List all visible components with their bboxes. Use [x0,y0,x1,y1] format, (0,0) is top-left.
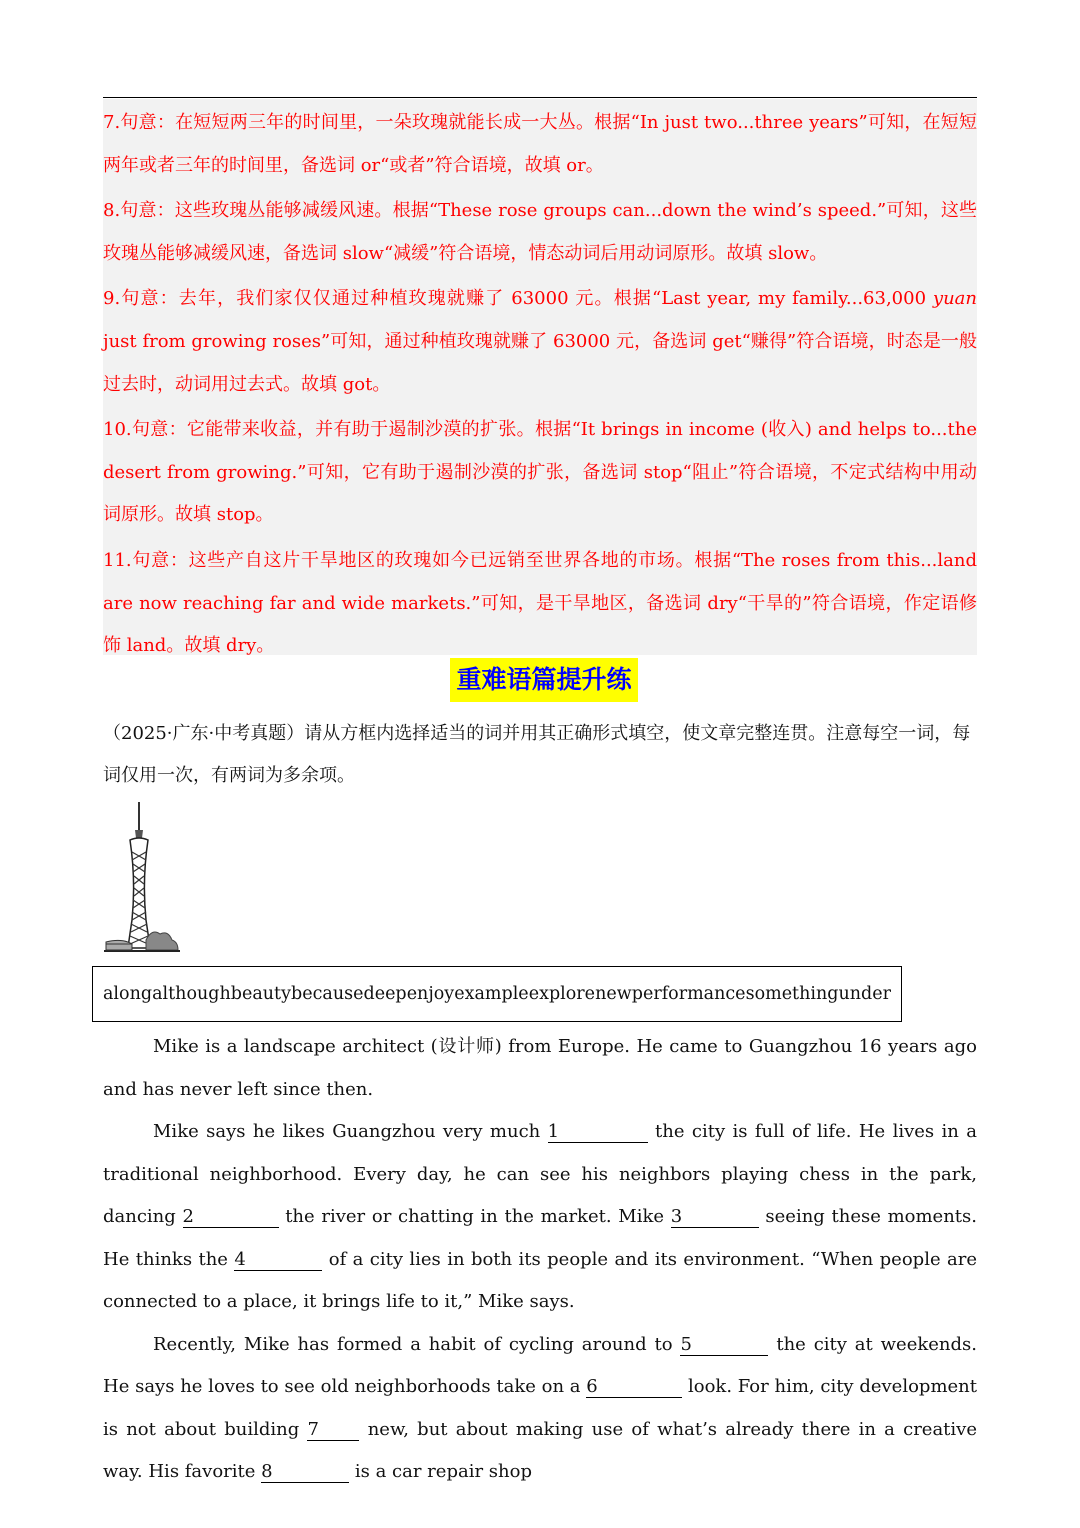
word-bank-item: along [103,984,153,1004]
canton-tower-illustration [102,800,182,958]
passage-paragraph-2: Mike says he likes Guangzhou very much 1 the city is full of life. He lives in a traditional neighborhood. Every day, he can see his neighbors playing chess in the park, dancing 2 the river or chatting in the market. Mike 3 seeing these moments. He thinks the 4 of a city lies in both its people and its environment. “When people are connected to a place, it brings life to it,” Mike says. [103,1121,978,1312]
exercise-instruction: （2025·广东·中考真题）请从方框内选择适当的词并用其正确形式填空，使文章完整连贯。注意每空一词，每词仅用一次，有两词为多余项。 [103,723,971,786]
word-bank-item: enjoy [406,984,455,1004]
word-bank-item: performance [631,984,746,1004]
blank-5: 5 [680,1335,768,1356]
answer-7: 7.句意：在短短两三年的时间里，一朵玫瑰就能长成一大丛。根据“In just two...three years”可知，在短短两年或者三年的时间里，备选词 or“或者”符合语境，故填 or。 [103,112,977,176]
passage-paragraph-1: Mike is a landscape architect (设计师) from Europe. He came to Guangzhou 16 years ago and has never left since then. [103,1036,977,1100]
word-bank-item: because [291,984,364,1004]
section-title: 重难语篇提升练 [450,658,638,702]
reading-passage [103,1026,977,1494]
blank-8: 8 [261,1462,349,1483]
passage-paragraph-3: Recently, Mike has formed a habit of cycling around to 5 the city at weekends. He says he loves to see old neighborhoods take on a 6 look. For him, city development is not about building 7 new, but about making use of what’s already there in a creative way. His favorite 8 is a car repair shop [103,1333,977,1482]
blank-7: 7 [307,1420,359,1441]
word-bank [92,966,902,1022]
answer-11: 11.句意：这些产自这片干旱地区的玫瑰如今已远销至世界各地的市场。根据“The roses from this...land are now reaching far and wide markets.”可知，是干旱地区，备选词 dry“干旱的”符合语境，作定语修饰 land。故填 dry。 [103,549,977,657]
word-bank-item: deep [363,984,407,1004]
answer-explanations [103,99,977,655]
blank-6: 6 [586,1377,682,1398]
answer-9: 9.句意：去年，我们家仅仅通过种植玫瑰就赚了 63000 元。根据“Last year, my family...63,000 yuan just from growing roses”可知，通过种植玫瑰就赚了 63000 元，备选词 get“赚得”符合语境，时态是一般过去时，动词用过去式。故填 got。 [103,288,977,395]
word-bank-item: beauty [230,984,291,1004]
word-bank-item: something [745,984,839,1004]
word-bank-item: example [454,984,529,1004]
word-bank-item: explore [528,984,596,1004]
blank-3: 3 [671,1207,759,1228]
word-bank-item: under [838,984,891,1004]
blank-2: 2 [183,1207,279,1228]
word-bank-item: although [152,984,231,1004]
top-rule [103,97,977,98]
answer-10: 10.句意：它能带来收益，并有助于遏制沙漠的扩张。根据“It brings in income (收入) and helps to...the desert from growing.”可知，它有助于遏制沙漠的扩张，备选词 stop“阻止”符合语境，不定式结构中用动词原形。故填 stop。 [103,419,977,526]
blank-4: 4 [234,1250,322,1271]
blank-1: 1 [548,1122,648,1143]
word-bank-item: new [595,984,632,1004]
answer-8: 8.句意：这些玫瑰丛能够减缓风速。根据“These rose groups can...down the wind’s speed.”可知，这些玫瑰丛能够减缓风速，备选词 slow“减缓”符合语境，情态动词后用动词原形。故填 slow。 [103,200,977,264]
